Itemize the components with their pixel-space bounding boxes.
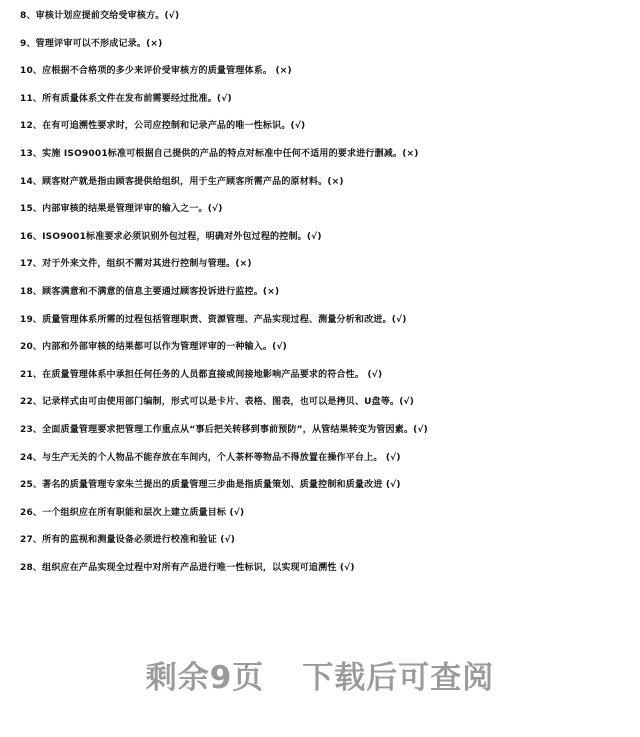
list-item: [20, 141, 630, 169]
item-number: 27、: [20, 535, 43, 546]
list-item: [20, 196, 630, 224]
item-number: 23、: [20, 424, 43, 435]
list-item: [20, 86, 630, 114]
list-item: [20, 472, 630, 500]
item-text: 顾客满意和不满意的信息主要通过顾客投诉进行监控。(×): [42, 286, 280, 297]
list-item: [20, 307, 630, 335]
item-text: 管理评审可以不形成记录。(×): [35, 38, 163, 49]
true-false-question-list: [20, 3, 630, 582]
item-number: 21、: [20, 369, 43, 380]
item-text: 对于外来文件，组织不需对其进行控制与管理。(×): [42, 259, 252, 270]
list-item: [20, 31, 630, 59]
list-item: [20, 500, 630, 528]
item-text: 在有可追溯性要求时，公司应控制和记录产品的唯一性标识。(√): [42, 121, 306, 132]
item-number: 22、: [20, 397, 43, 408]
item-number: 12、: [20, 121, 43, 132]
item-number: 11、: [20, 93, 43, 104]
item-text: 审核计划应提前交给受审核方。(√): [35, 11, 180, 21]
item-text: 顾客财产就是指由顾客提供给组织，用于生产顾客所需产品的原材料。(×): [42, 176, 344, 187]
item-text: 一个组织应在所有职能和层次上建立质量目标 (√): [42, 507, 245, 518]
item-text: 在质量管理体系中承担任何任务的人员都直接或间接地影响产品要求的符合性。 (√): [42, 369, 383, 380]
list-item: [20, 445, 630, 473]
list-item: [20, 334, 630, 362]
list-item: [20, 362, 630, 390]
list-item: [20, 224, 630, 252]
item-number: 17、: [20, 259, 43, 270]
item-text: 所有质量体系文件在发布前需要经过批准。(√): [42, 93, 232, 104]
download-to-view-text: 下载后可查阅: [302, 660, 495, 696]
item-number: 18、: [20, 286, 43, 297]
list-item: [20, 417, 630, 445]
item-number: 13、: [20, 148, 43, 159]
item-number: 26、: [20, 507, 43, 518]
item-text: 实施 ISO9001标准可根据自己提供的产品的特点对标准中任何不适用的要求进行删减。(×): [42, 148, 419, 159]
item-number: 19、: [20, 314, 43, 325]
item-text: 记录样式由可由使用部门编制，形式可以是卡片、表格、图表，也可以是拷贝、U盘等。(√): [42, 397, 415, 408]
download-banner: [0, 652, 640, 697]
list-item: [20, 527, 630, 555]
item-number: 24、: [20, 452, 43, 463]
item-text: 所有的监视和测量设备必须进行校准和验证 (√): [42, 535, 236, 546]
item-text: 内部和外部审核的结果都可以作为管理评审的一种输入。(√): [42, 342, 287, 353]
list-item: [20, 113, 630, 141]
item-number: 10、: [20, 66, 43, 77]
item-text: 全面质量管理要求把管理工作重点从“事后把关转移到事前预防”，从管结果转变为管因素。(√): [42, 424, 428, 435]
item-text: 内部审核的结果是管理评审的输入之一。(√): [42, 204, 223, 215]
item-number: 8、: [20, 11, 36, 21]
item-text: 质量管理体系所需的过程包括管理职责、资源管理、产品实现过程、测量分析和改进。(√): [42, 314, 407, 325]
item-text: 组织应在产品实现全过程中对所有产品进行唯一性标识，以实现可追溯性 (√): [42, 562, 355, 573]
item-text: ISO9001标准要求必须识别外包过程，明确对外包过程的控制。(√): [42, 231, 322, 242]
item-number: 14、: [20, 176, 43, 187]
list-item: [20, 389, 630, 417]
item-text: 应根据不合格项的多少来评价受审核方的质量管理体系。 (×): [42, 66, 292, 77]
item-number: 16、: [20, 231, 43, 242]
item-number: 28、: [20, 562, 43, 573]
list-item: [20, 3, 630, 31]
item-number: 25、: [20, 480, 43, 491]
list-item: [20, 555, 630, 583]
item-number: 20、: [20, 342, 43, 353]
item-text: 与生产无关的个人物品不能存放在车间内，个人茶杯等物品不得放置在操作平台上。 (√): [42, 452, 401, 463]
remaining-pages-text: 剩余9页: [145, 660, 265, 696]
list-item: [20, 169, 630, 197]
item-number: 15、: [20, 204, 43, 215]
list-item: [20, 251, 630, 279]
list-item: [20, 58, 630, 86]
list-item: [20, 279, 630, 307]
item-number: 9、: [20, 38, 36, 49]
item-text: 著名的质量管理专家朱兰提出的质量管理三步曲是指质量策划、质量控制和质量改进 (√): [42, 480, 401, 491]
